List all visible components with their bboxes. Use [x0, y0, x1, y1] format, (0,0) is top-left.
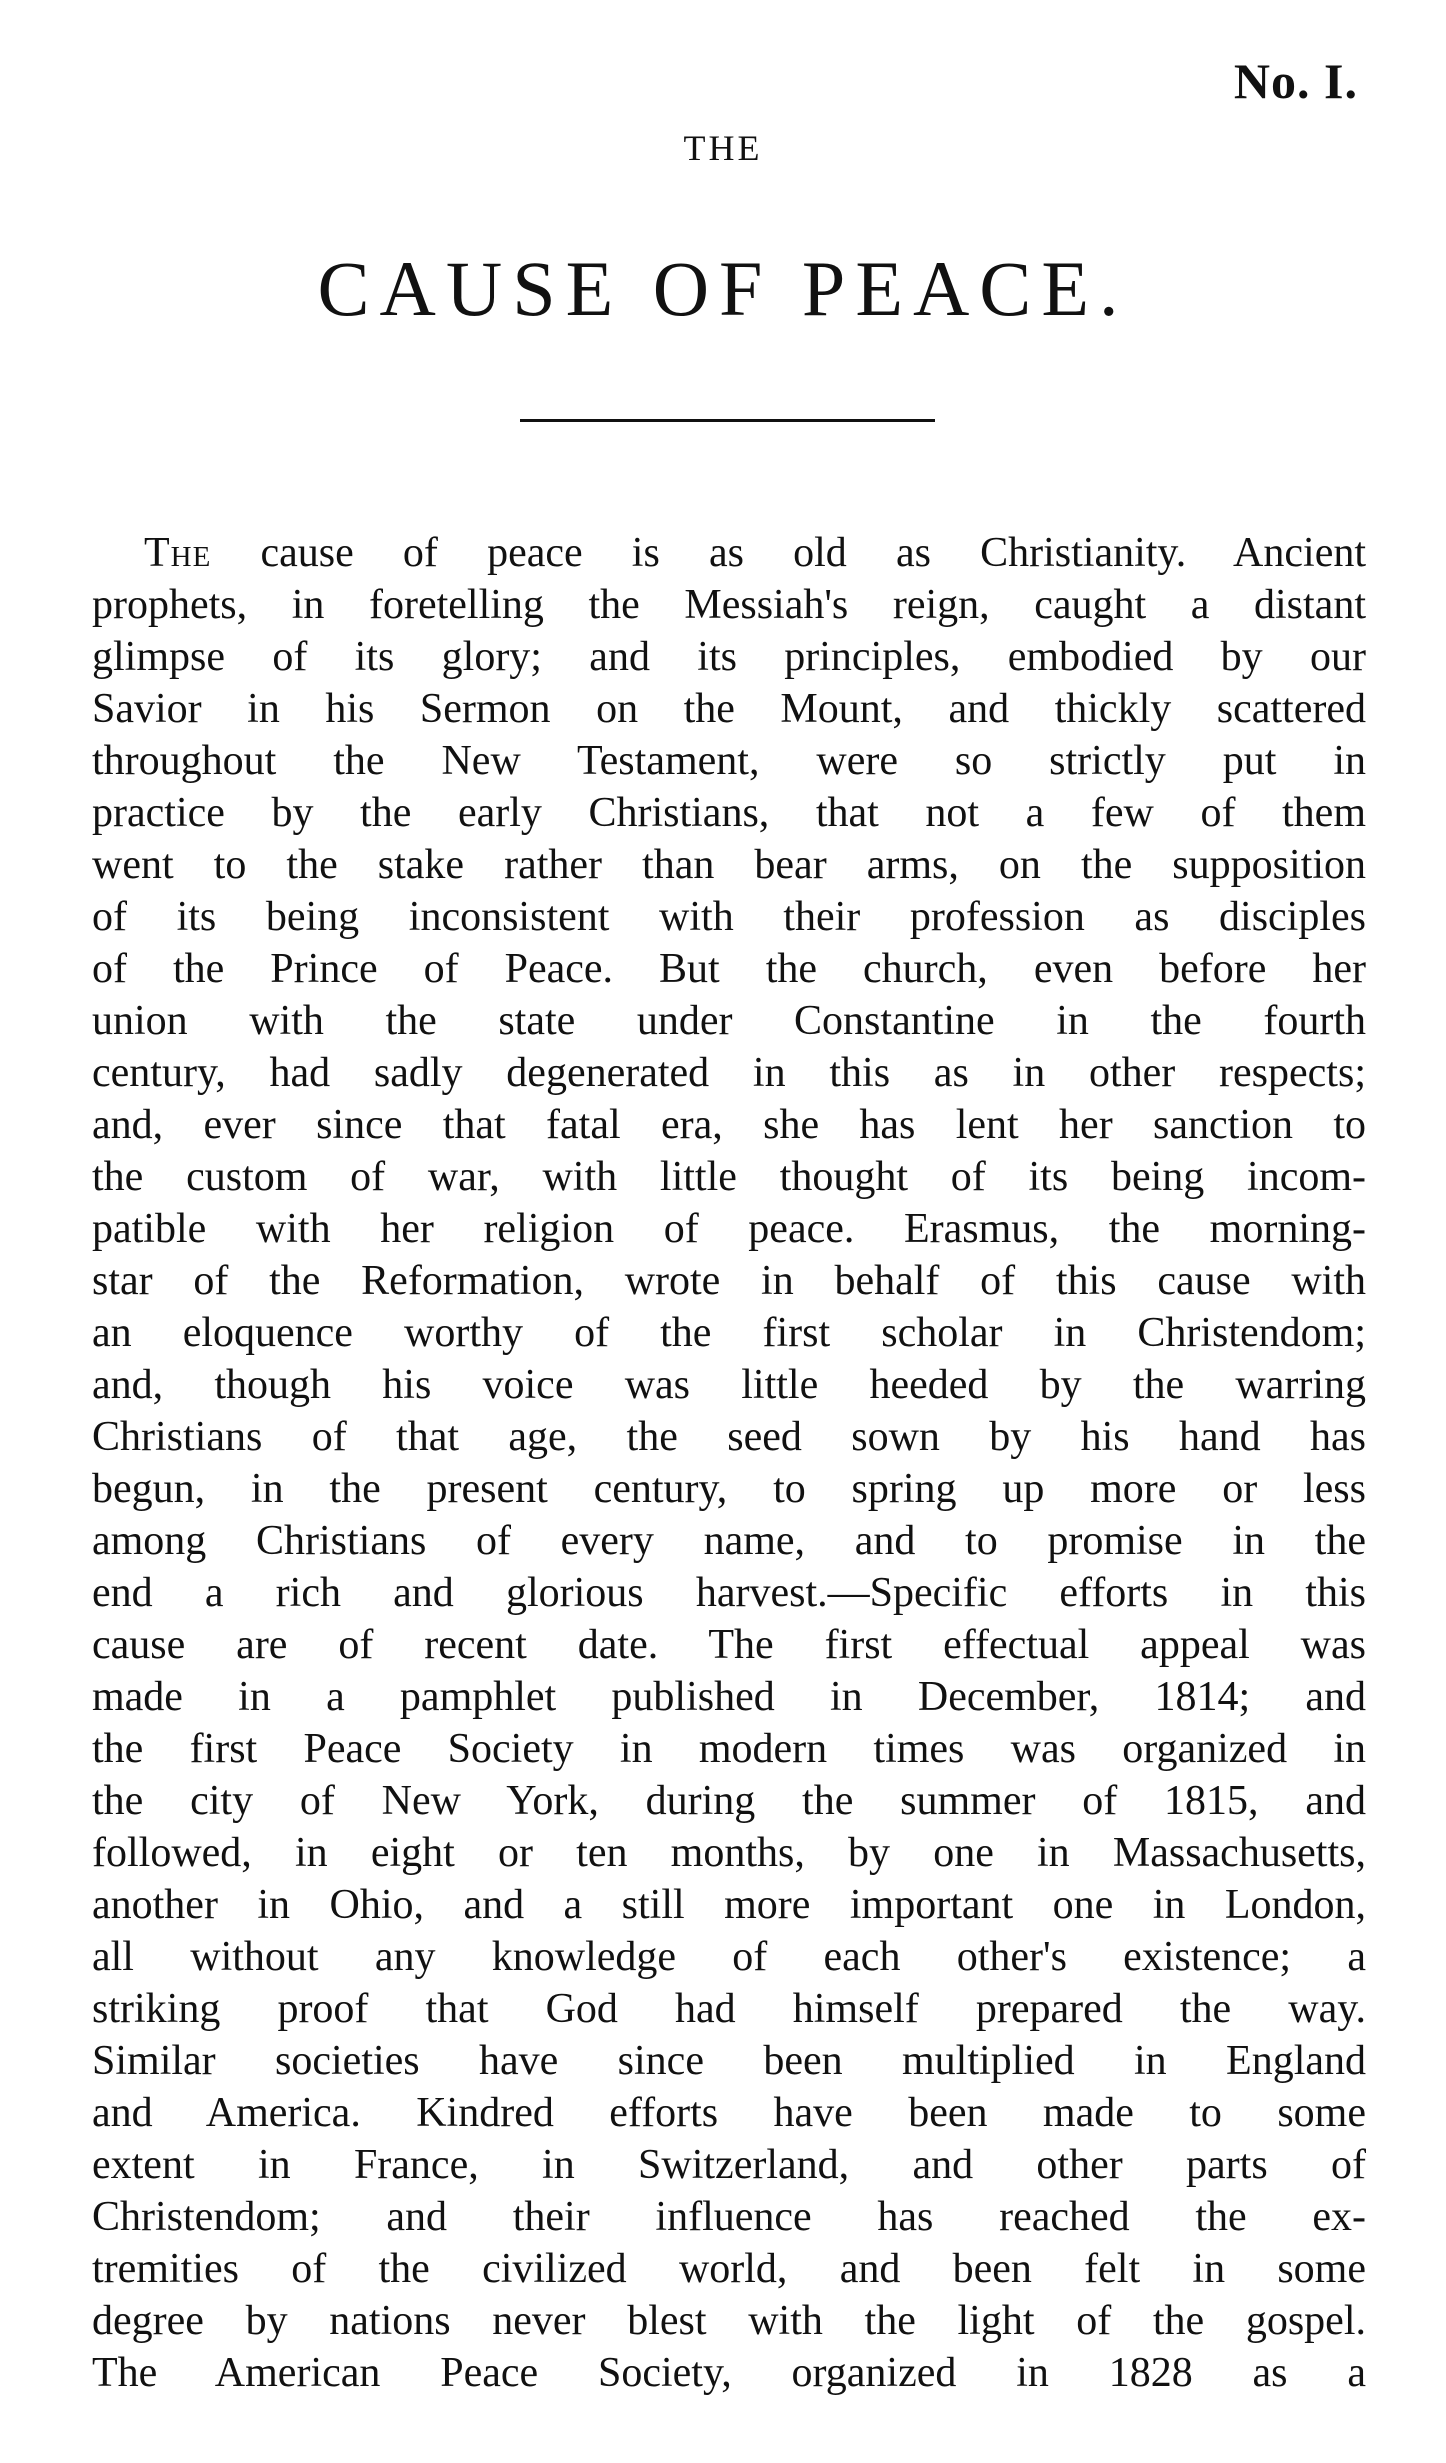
- text-line: cause are of recent date. The first effectual appeal was: [92, 1622, 1366, 1668]
- text-line: Savior in his Sermon on the Mount, and thickly scattered: [92, 686, 1366, 732]
- text-line: and, though his voice was little heeded by the warring: [92, 1362, 1366, 1408]
- text-line: the first Peace Society in modern times was organized in: [92, 1726, 1366, 1772]
- text-line: made in a pamphlet published in December, 1814; and: [92, 1674, 1366, 1720]
- text-line: patible with her religion of peace. Erasmus, the morning-: [92, 1206, 1366, 1252]
- text-line: went to the stake rather than bear arms, on the supposition: [92, 842, 1366, 888]
- text-line: extent in France, in Switzerland, and other parts of: [92, 2142, 1366, 2188]
- text-line: followed, in eight or ten months, by one in Massachusetts,: [92, 1830, 1366, 1876]
- text-line-content: cause of peace is as old as Christianity. Ancient: [260, 530, 1367, 576]
- text-line: striking proof that God had himself prepared the way.: [92, 1986, 1366, 2032]
- text-line: practice by the early Christians, that not a few of them: [92, 790, 1366, 836]
- text-line: [92, 527, 1366, 579]
- text-line: The American Peace Society, organized in 1828 as a: [92, 2350, 1366, 2396]
- issue-number: No. I.: [1233, 53, 1358, 109]
- text-line: union with the state under Constantine in the fourth: [92, 998, 1366, 1044]
- text-line: Similar societies have since been multiplied in England: [92, 2038, 1366, 2084]
- text-line: the city of New York, during the summer of 1815, and: [92, 1778, 1366, 1824]
- text-line: glimpse of its glory; and its principles, embodied by our: [92, 634, 1366, 680]
- text-line: end a rich and glorious harvest.—Specific efforts in this: [92, 1570, 1366, 1616]
- text-line: another in Ohio, and a still more important one in London,: [92, 1882, 1366, 1928]
- text-line: Christians of that age, the seed sown by his hand has: [92, 1414, 1366, 1460]
- text-line: degree by nations never blest with the light of the gospel.: [92, 2298, 1366, 2344]
- text-line: star of the Reformation, wrote in behalf of this cause with: [92, 1258, 1366, 1304]
- lead-word: The: [144, 530, 212, 576]
- text-line: and America. Kindred efforts have been made to some: [92, 2090, 1366, 2136]
- body-text: [92, 527, 1366, 2399]
- page-title: CAUSE OF PEACE.: [317, 245, 1129, 332]
- text-line: century, had sadly degenerated in this as in other respects;: [92, 1050, 1366, 1096]
- text-line: tremities of the civilized world, and been felt in some: [92, 2246, 1366, 2292]
- text-line: Christendom; and their influence has reached the ex-: [92, 2194, 1366, 2240]
- text-line: the custom of war, with little thought of its being incom-: [92, 1154, 1366, 1200]
- text-line: all without any knowledge of each other's existence; a: [92, 1934, 1366, 1980]
- text-line: throughout the New Testament, were so strictly put in: [92, 738, 1366, 784]
- text-line: of the Prince of Peace. But the church, even before her: [92, 946, 1366, 992]
- text-line: an eloquence worthy of the first scholar in Christendom;: [92, 1310, 1366, 1356]
- text-line: of its being inconsistent with their profession as disciples: [92, 894, 1366, 940]
- title-rule: [520, 419, 935, 422]
- title-kicker: THE: [683, 128, 763, 168]
- text-line: among Christians of every name, and to promise in the: [92, 1518, 1366, 1564]
- text-line: and, ever since that fatal era, she has lent her sanction to: [92, 1102, 1366, 1148]
- text-line: begun, in the present century, to spring up more or less: [92, 1466, 1366, 1512]
- text-line: prophets, in foretelling the Messiah's reign, caught a distant: [92, 582, 1366, 628]
